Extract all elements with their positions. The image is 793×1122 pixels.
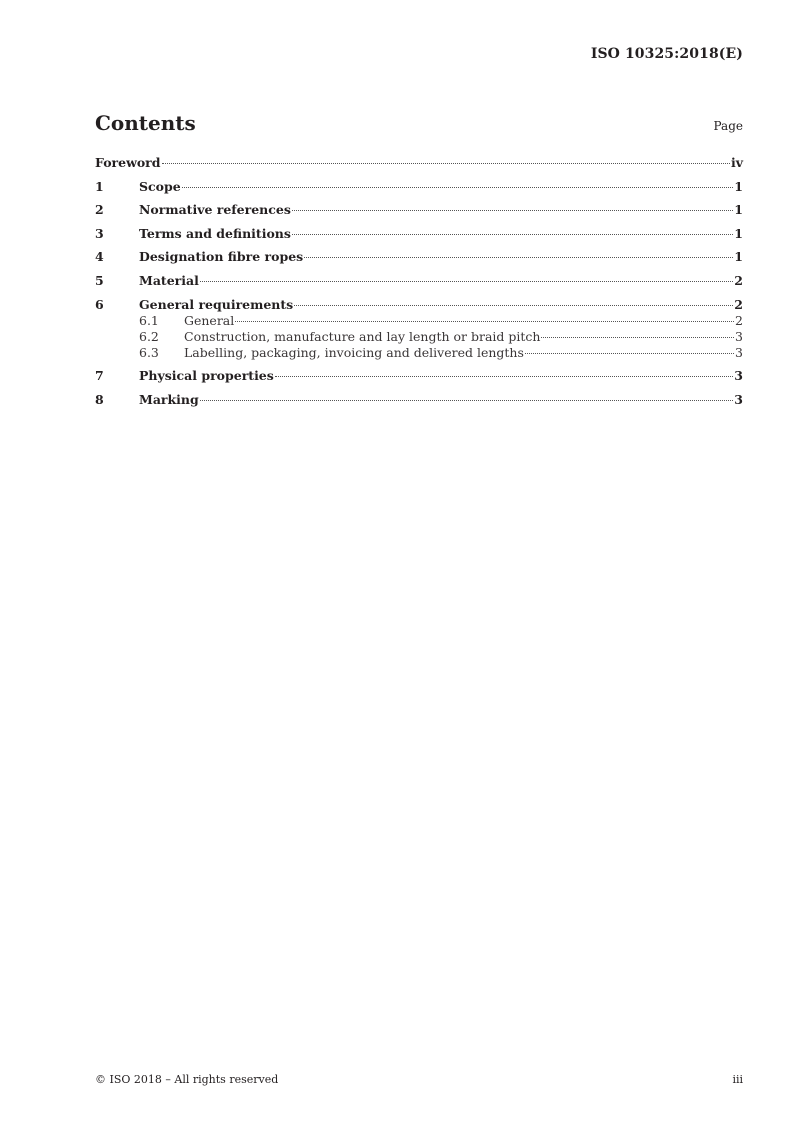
page-title: Contents (95, 111, 196, 135)
toc-subentry-construction[interactable] (95, 329, 743, 345)
page-column-label: Page (713, 119, 743, 133)
toc-entry-title: Foreword (95, 155, 161, 170)
dot-leader (294, 305, 733, 306)
toc-subentry-general[interactable] (95, 313, 743, 329)
dot-leader (541, 337, 734, 338)
toc-entry-page: 1 (734, 202, 743, 218)
toc-subentry-number: 6.3 (139, 344, 159, 360)
toc-entry-general-requirements[interactable] (95, 297, 743, 313)
toc-entry-page: iv (730, 155, 743, 170)
dot-leader (182, 187, 734, 188)
toc-subentry-number: 6.2 (139, 328, 159, 344)
toc-entry-page: 1 (734, 178, 743, 194)
toc-entry-page: 3 (734, 391, 743, 407)
toc-entry-title: Physical properties (139, 368, 274, 384)
dot-leader (162, 163, 730, 164)
toc-subentry-title: Construction, manufacture and lay length or braid pitch (184, 328, 541, 344)
toc-entry-title: Normative references (139, 202, 291, 218)
dot-leader (235, 321, 734, 322)
dot-leader (275, 376, 733, 377)
table-of-contents (95, 155, 743, 415)
toc-entry-number: 6 (95, 296, 104, 312)
toc-entry-page: 3 (734, 368, 743, 384)
dot-leader (304, 257, 733, 258)
toc-entry-number: 4 (95, 249, 104, 265)
toc-subentry-page: 3 (735, 344, 743, 360)
toc-entry-title: Designation fibre ropes (139, 249, 304, 265)
toc-entry-designation-fibre-ropes[interactable] (95, 249, 743, 265)
toc-subentry-number: 6.1 (139, 312, 159, 328)
dot-leader (200, 281, 733, 282)
toc-entry-number: 5 (95, 272, 104, 288)
toc-entry-page: 2 (734, 296, 743, 312)
toc-subentry-title: General (184, 312, 235, 328)
toc-entry-number: 2 (95, 202, 104, 218)
toc-entry-title: General requirements (139, 296, 294, 312)
toc-entry-title: Scope (139, 178, 181, 194)
toc-entry-foreword[interactable] (95, 155, 743, 171)
toc-entry-marking[interactable] (95, 392, 743, 408)
toc-entry-page: 2 (734, 272, 743, 288)
toc-subentry-labelling[interactable] (95, 345, 743, 361)
toc-subentry-page: 2 (735, 312, 743, 328)
footer-page-number: iii (732, 1073, 743, 1086)
toc-entry-number: 8 (95, 391, 104, 407)
toc-entry-physical-properties[interactable] (95, 368, 743, 384)
toc-entry-number: 7 (95, 368, 104, 384)
toc-entry-title: Terms and definitions (139, 225, 291, 241)
toc-entry-page: 1 (734, 249, 743, 265)
dot-leader (292, 234, 733, 235)
toc-subentry-title: Labelling, packaging, invoicing and delivered lengths (184, 344, 524, 360)
toc-entry-title: Material (139, 272, 199, 288)
toc-entry-number: 3 (95, 225, 104, 241)
toc-entry-normative-references[interactable] (95, 202, 743, 218)
toc-entry-terms-and-definitions[interactable] (95, 226, 743, 242)
dot-leader (525, 353, 734, 354)
dot-leader (200, 400, 734, 401)
toc-entry-number: 1 (95, 178, 104, 194)
dot-leader (292, 210, 733, 211)
toc-entry-title: Marking (139, 391, 199, 407)
document-id: ISO 10325:2018(E) (590, 46, 743, 62)
toc-entry-page: 1 (734, 225, 743, 241)
toc-entry-scope[interactable] (95, 179, 743, 195)
toc-entry-material[interactable] (95, 273, 743, 289)
toc-subentry-page: 3 (735, 328, 743, 344)
footer-copyright: © ISO 2018 – All rights reserved (95, 1073, 279, 1086)
